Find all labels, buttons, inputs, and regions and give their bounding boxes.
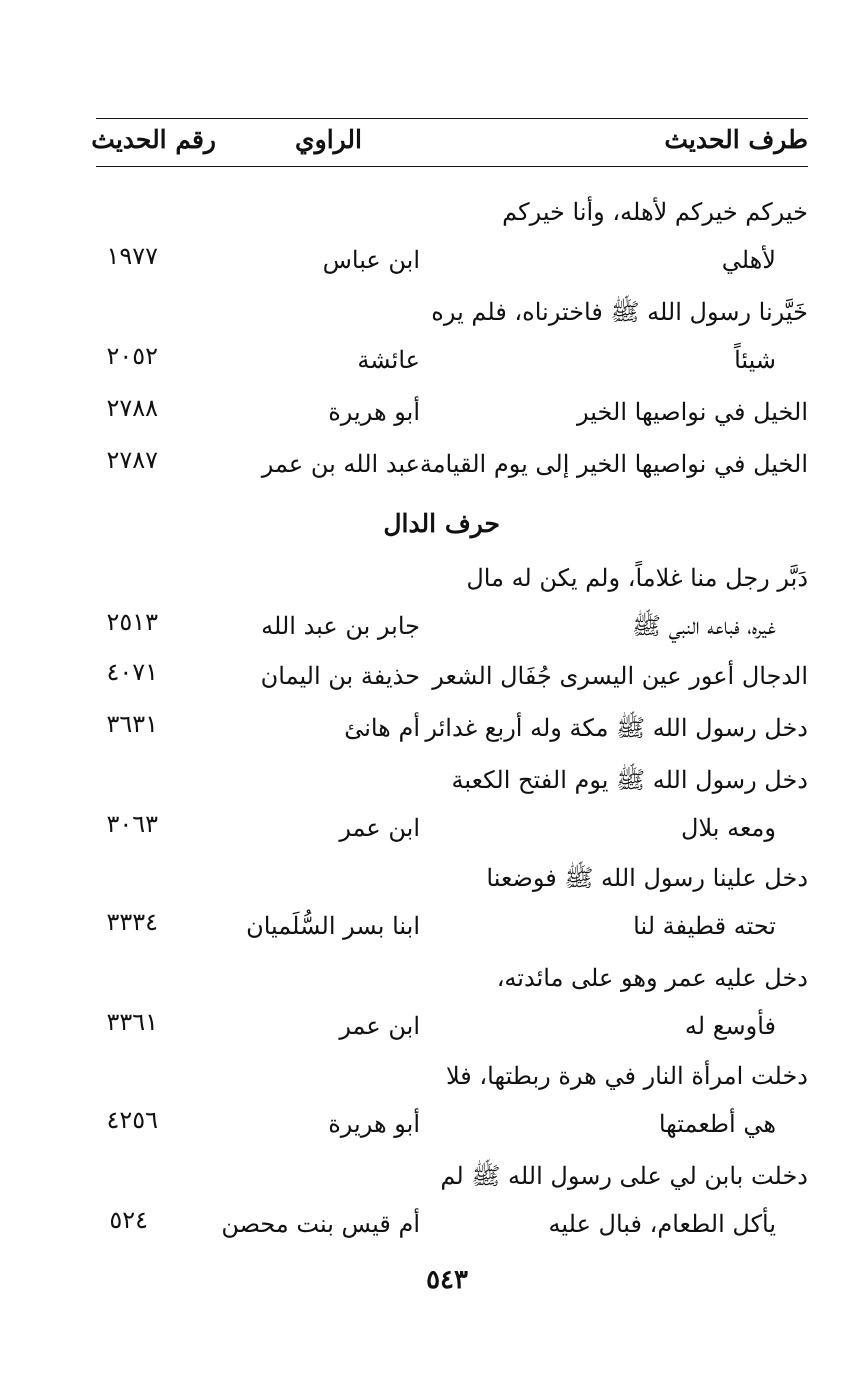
narrator-name: ابنا بسر السُّلَميان [246, 912, 420, 940]
narrator-name: أبو هريرة [328, 398, 420, 426]
hadith-number: ٥٢٤ [109, 1206, 148, 1234]
hadith-text-line: الخيل في نواصيها الخير إلى يوم القيامة [419, 450, 808, 478]
hadith-number: ٢٧٨٨ [106, 394, 158, 422]
hadith-number: ٢٧٨٧ [106, 446, 158, 474]
hadith-number: ٣٣٦١ [106, 1008, 158, 1036]
hadith-text-line: لأهلي [721, 246, 776, 274]
hadith-text-line: دخل رسول الله ﷺ يوم الفتح الكعبة [451, 766, 808, 794]
hadith-text-line: دَبَّر رجل منا غلاماً، ولم يكن له مال [466, 564, 808, 592]
narrator-name: عائشة [357, 346, 420, 374]
hadith-text-line: غيره، فباعه النبي ﷺ [632, 612, 776, 640]
header-number-col: رقم الحديث [91, 125, 216, 154]
hadith-number: ٤٠٧١ [106, 658, 158, 686]
hadith-text-line: دخل علينا رسول الله ﷺ فوضعنا [486, 864, 808, 892]
header-narrator-col: الراوي [295, 125, 362, 154]
narrator-name: جابر بن عبد الله [261, 612, 420, 640]
hadith-text-line: دخل رسول الله ﷺ مكة وله أربع غدائر [425, 714, 808, 742]
hadith-text-line: شيئاً [734, 346, 776, 374]
narrator-name: حذيفة بن اليمان [260, 662, 420, 690]
hadith-text-line: خيركم خيركم لأهله، وأنا خيركم [502, 198, 808, 226]
hadith-text-line: دخلت بابن لي على رسول الله ﷺ لم [440, 1162, 808, 1190]
hadith-text-line: يأكل الطعام، فبال عليه [548, 1210, 776, 1238]
header-hadith-col: طرف الحديث [664, 125, 808, 154]
narrator-name: عبد الله بن عمر [261, 450, 420, 478]
header-bottom-rule [96, 166, 808, 167]
header-top-rule [96, 118, 808, 119]
narrator-name: أبو هريرة [328, 1110, 420, 1138]
hadith-text-line: ومعه بلال [681, 814, 776, 842]
hadith-text-line: دخل عليه عمر وهو على مائدته، [496, 964, 808, 992]
hadith-text-line: تحته قطيفة لنا [633, 912, 776, 940]
hadith-text-line: هي أطعمتها [658, 1110, 776, 1138]
narrator-name: ابن عمر [339, 814, 420, 842]
narrator-name: أم هانئ [344, 714, 420, 742]
hadith-text-line: خَيَّرنا رسول الله ﷺ فاخترناه، فلم يره [431, 298, 808, 326]
hadith-number: ٢٥١٣ [106, 608, 158, 636]
hadith-number: ٢٠٥٢ [106, 342, 158, 370]
hadith-text-line: فأوسع له [684, 1012, 776, 1040]
narrator-name: ابن عباس [322, 246, 420, 274]
section-heading: حرف الدال [383, 509, 500, 538]
hadith-number: ٤٢٥٦ [106, 1106, 158, 1134]
hadith-number: ١٩٧٧ [106, 242, 158, 270]
page-number: ٥٤٣ [426, 1265, 468, 1295]
hadith-text-line: الدجال أعور عين اليسرى جُفَال الشعر [432, 662, 808, 690]
hadith-text-line: دخلت امرأة النار في هرة ربطتها، فلا [445, 1062, 808, 1090]
hadith-number: ٣٠٦٣ [106, 810, 158, 838]
hadith-number: ٣٣٣٤ [106, 908, 158, 936]
narrator-name: أم قيس بنت محصن [221, 1210, 420, 1238]
narrator-name: ابن عمر [339, 1012, 420, 1040]
hadith-number: ٣٦٣١ [106, 710, 158, 738]
hadith-text-line: الخيل في نواصيها الخير [577, 398, 808, 426]
